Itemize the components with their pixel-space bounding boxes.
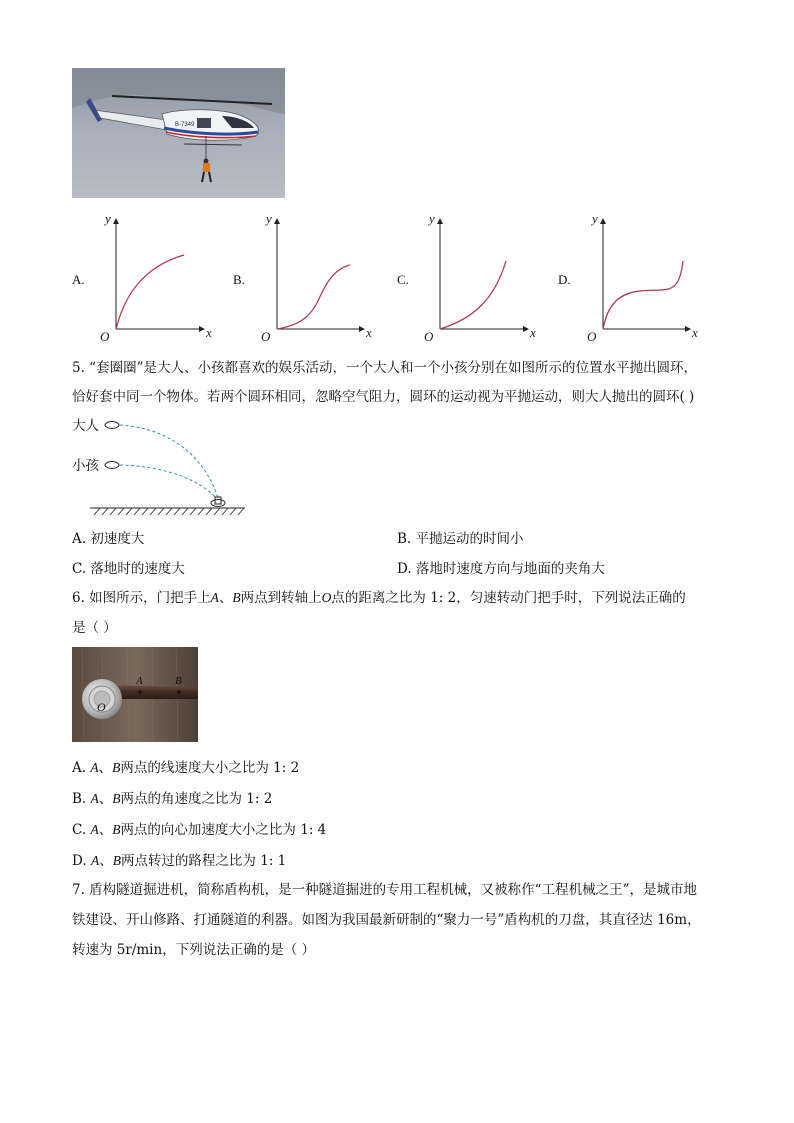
- child-ring: [105, 462, 119, 469]
- q6-sep: 、: [218, 590, 233, 606]
- q6-stem-line2: 是（ ）: [72, 620, 117, 636]
- graph-d-x-label: x: [692, 325, 698, 340]
- curve-b: [277, 265, 350, 329]
- child-trajectory: [120, 465, 216, 498]
- graph-b: [261, 211, 372, 344]
- ground-hatching: [94, 508, 244, 515]
- q6-point-b: B: [232, 590, 241, 605]
- q6-stem-post: 点的距离之比为 1: 2，匀速转动门把手时，下列说法正确的: [331, 590, 686, 606]
- q7-stem-line1: 7. 盾构隧道掘进机，简称盾构机，是一种隧道掘进的专用工程机械，又被称作“工程机械之王”，是城市地: [72, 882, 697, 898]
- graph-b-y-label: y: [266, 211, 272, 226]
- q5-option-d[interactable]: D. 落地时速度方向与地面的夹角大: [397, 561, 605, 577]
- q7-stem-line2: 铁建设、开山修路、打通隧道的利器。如图为我国最新研制的“聚力一号”盾构机的刀盘，其直径达 16m，: [72, 912, 701, 928]
- graph-d-y-label: y: [592, 211, 598, 226]
- curve-a: [116, 255, 184, 329]
- graph-b-x-label: x: [366, 325, 372, 340]
- motion-graphs: [0, 205, 794, 345]
- graph-d-origin: O: [587, 329, 597, 344]
- adult-ring: [105, 422, 119, 429]
- q6-stem-pre: 6. 如图所示，门把手上: [72, 590, 211, 606]
- helicopter-photo: [72, 68, 285, 198]
- q6-option-c[interactable]: C. A、B两点的向心加速度大小之比为 1: 4: [72, 822, 327, 838]
- q7-stem-line3: 转速为 5r/min，下列说法正确的是（ ）: [72, 942, 315, 958]
- graph-a-y-label: y: [105, 211, 111, 226]
- graph-option-c-label: C.: [397, 272, 409, 287]
- q5-stem-line1: 5. “套圈圈”是大人、小孩都喜欢的娱乐活动，一个大人和一个小孩分别在如图所示的位置水平抛出圆环，: [72, 360, 697, 376]
- q6-point-o: O: [321, 590, 332, 605]
- q6-option-a[interactable]: A. A、B两点的线速度大小之比为 1: 2: [72, 760, 300, 776]
- graph-c-y-label: y: [429, 211, 435, 226]
- q5-option-c[interactable]: C. 落地时的速度大: [72, 561, 185, 577]
- graph-c-origin: O: [424, 329, 434, 344]
- graph-d: [587, 211, 698, 344]
- q5-child-label: 小孩: [72, 458, 99, 474]
- graph-option-b-label: B.: [233, 272, 245, 287]
- q6-stem-line1: [72, 588, 686, 608]
- photo-label-b: B: [175, 675, 182, 687]
- q5-option-b[interactable]: B. 平抛运动的时间小: [397, 531, 524, 547]
- graph-b-origin: O: [261, 329, 271, 344]
- graph-a: [100, 211, 212, 344]
- target-object: [211, 497, 225, 507]
- graph-c: [424, 211, 536, 344]
- curve-d: [603, 261, 683, 329]
- q6-stem-mid: 两点到转轴上: [240, 590, 322, 606]
- photo-label-o: O: [97, 700, 106, 714]
- graph-a-origin: O: [100, 329, 110, 344]
- q6-point-a: A: [210, 590, 219, 605]
- q5-option-a[interactable]: A. 初速度大: [72, 531, 145, 547]
- graph-a-x-label: x: [206, 325, 212, 340]
- adult-trajectory: [120, 425, 218, 498]
- graph-option-a-label: A.: [72, 272, 85, 287]
- graph-c-x-label: x: [530, 325, 536, 340]
- photo-label-a: A: [136, 675, 143, 687]
- q5-adult-label: 大人: [72, 418, 99, 434]
- q6-option-d[interactable]: D. A、B两点转过的路程之比为 1: 1: [72, 853, 287, 869]
- q5-stem-line2: 恰好套中同一个物体。若两个圆环相同，忽略空气阻力，圆环的运动视为平抛运动，则大人抛出的圆环( ): [72, 389, 695, 405]
- tail-code: B-7349: [175, 122, 195, 128]
- curve-c: [440, 261, 506, 329]
- door-handle-photo: [72, 647, 198, 742]
- graph-option-d-label: D.: [558, 272, 571, 287]
- ring-toss-figure: [90, 412, 260, 522]
- q6-option-b[interactable]: B. A、B两点的角速度之比为 1: 2: [72, 791, 273, 807]
